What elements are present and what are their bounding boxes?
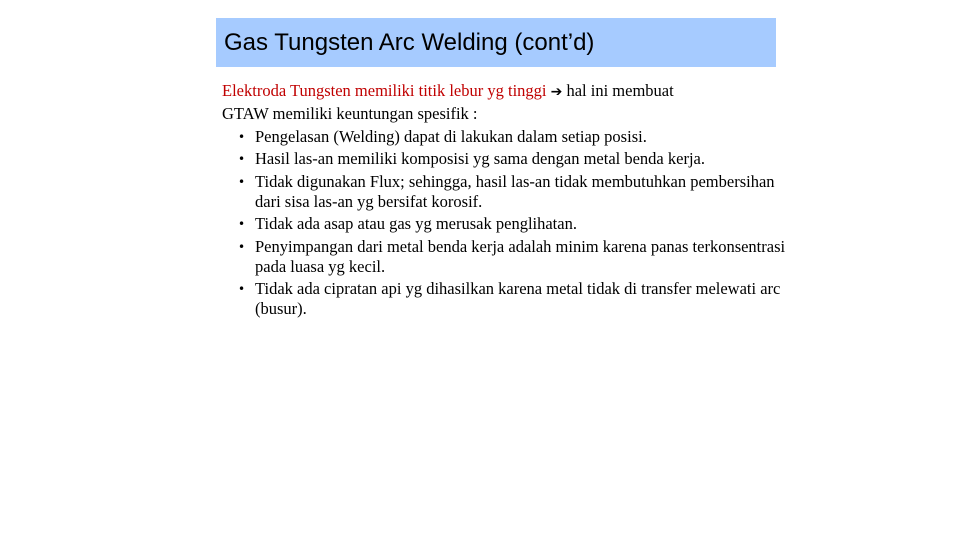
bullet-icon: • — [238, 217, 246, 231]
list-item — [222, 237, 802, 277]
bullet-icon: • — [238, 129, 246, 144]
bullet-text: Tidak ada asap atau gas yg merusak penglihatan. — [255, 214, 577, 233]
list-item — [222, 127, 802, 147]
slide-content — [222, 80, 802, 319]
intro-paragraph — [222, 80, 802, 124]
arrow-right-icon: ➔ — [550, 84, 563, 100]
title-box — [216, 18, 776, 67]
bullet-text: Penyimpangan dari metal benda kerja adalah minim karena panas terkonsentrasi pada luasa yg kecil. — [255, 236, 786, 276]
bullet-text: Pengelasan (Welding) dapat di lakukan dalam setiap posisi. — [255, 126, 647, 146]
bullet-text: Hasil las-an memiliki komposisi yg sama dengan metal benda kerja. — [255, 149, 705, 168]
bullet-text: Tidak ada cipratan api yg dihasilkan karena metal tidak di transfer melewati arc (busur). — [255, 279, 781, 318]
bullet-icon: • — [238, 152, 246, 166]
list-item — [222, 172, 802, 212]
bullet-list — [222, 127, 802, 320]
bullet-text: Tidak digunakan Flux; sehingga, hasil las-an tidak membutuhkan pembersihan dari sisa las-an yg bersifat korosif. — [255, 171, 775, 211]
intro-line1-rest: hal ini membuat — [566, 81, 674, 100]
bullet-icon: • — [238, 282, 246, 296]
list-item — [222, 279, 802, 319]
intro-highlight: Elektroda Tungsten memiliki titik lebur yg tinggi — [222, 81, 547, 100]
slide-title: Gas Tungsten Arc Welding (cont’d) — [224, 28, 595, 56]
list-item — [222, 149, 802, 169]
bullet-icon: • — [238, 174, 246, 189]
list-item — [222, 214, 802, 234]
intro-line2: GTAW memiliki keuntungan spesifik : — [222, 104, 478, 123]
bullet-icon: • — [238, 239, 246, 254]
